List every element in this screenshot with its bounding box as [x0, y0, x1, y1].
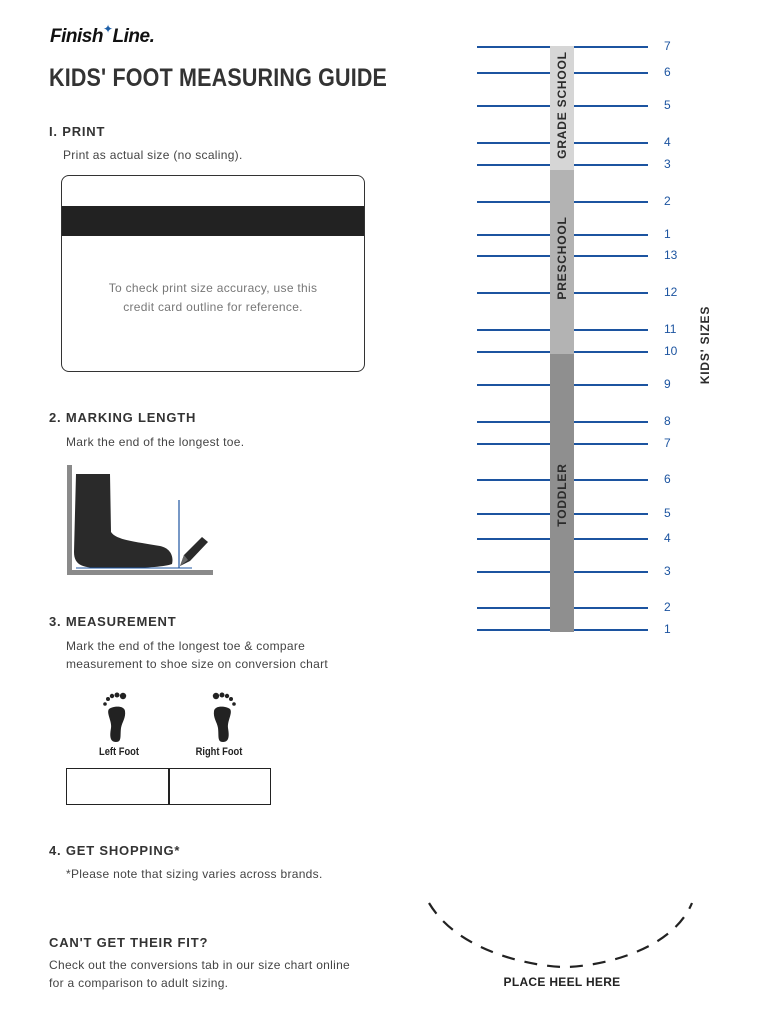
ruler-size-line [477, 201, 550, 203]
right-foot-label: Right Foot [195, 746, 243, 758]
ruler-size-line [574, 164, 648, 166]
ruler-size-line [477, 105, 550, 107]
card-magnetic-stripe [62, 206, 364, 236]
measurement-box-divider [168, 769, 170, 804]
step-marking-text: Mark the end of the longest toe. [66, 435, 245, 449]
ruler-size-line [574, 46, 648, 48]
ruler-size-line [574, 384, 648, 386]
ruler-size-label: 13 [664, 248, 678, 262]
logo-text-finish: Finish [50, 26, 103, 47]
fit-text [49, 956, 350, 992]
right-footprint-icon [205, 692, 239, 744]
ruler-size-line [477, 46, 550, 48]
ruler-size-label: 4 [664, 135, 671, 149]
left-footprint-icon [100, 692, 134, 744]
ruler-size-label: 2 [664, 600, 671, 614]
ruler-size-label: 7 [664, 39, 671, 53]
ruler-size-line [477, 421, 550, 423]
step-marking-heading: 2. MARKING LENGTH [49, 410, 197, 425]
ruler-size-line [477, 142, 550, 144]
ruler-size-line [574, 292, 648, 294]
ruler-size-line [574, 513, 648, 515]
step-print-text: Print as actual size (no scaling). [63, 148, 243, 162]
ruler-size-line [574, 443, 648, 445]
foot-marking-illustration [62, 462, 222, 580]
ruler-size-line [574, 607, 648, 609]
step-measurement-line1: Mark the end of the longest toe & compare [66, 639, 306, 653]
ruler-size-line [477, 538, 550, 540]
ruler-size-label: 5 [664, 506, 671, 520]
step-shopping-heading: 4. GET SHOPPING* [49, 843, 181, 858]
ruler-size-line [477, 479, 550, 481]
ruler-size-line [574, 329, 648, 331]
ruler-size-label: 3 [664, 564, 671, 578]
card-reference-text [82, 279, 344, 317]
credit-card-outline [61, 175, 365, 372]
logo-trademark: . [149, 26, 155, 47]
ruler-size-label: 1 [664, 622, 671, 636]
ruler-size-label: 6 [664, 472, 671, 486]
fit-text-line2: for a comparison to adult sizing. [49, 976, 229, 990]
ruler-size-label: 4 [664, 531, 671, 545]
ruler-size-line [574, 72, 648, 74]
ruler-size-line [574, 421, 648, 423]
step-measurement-heading: 3. MEASUREMENT [49, 614, 177, 629]
ruler-size-line [477, 255, 550, 257]
ruler-size-line [477, 513, 550, 515]
logo-star-icon: ✦ [102, 22, 113, 36]
ruler-size-label: 10 [664, 344, 678, 358]
ruler-size-line [477, 607, 550, 609]
ruler-size-label: 1 [664, 227, 671, 241]
ruler-size-line [477, 351, 550, 353]
place-heel-label: PLACE HEEL HERE [503, 975, 621, 989]
ruler-size-line [574, 234, 648, 236]
card-text-line2: credit card outline for reference. [123, 300, 303, 314]
ruler-size-line [477, 629, 550, 631]
ruler-size-line [477, 571, 550, 573]
ruler-size-label: 7 [664, 436, 671, 450]
step-print-heading: I. PRINT [49, 124, 106, 139]
ruler-size-line [477, 384, 550, 386]
ruler-size-line [574, 351, 648, 353]
ruler-size-line [477, 72, 550, 74]
fit-text-line1: Check out the conversions tab in our size chart online [49, 958, 351, 972]
ruler-size-line [574, 538, 648, 540]
page-title: KIDS' FOOT MEASURING GUIDE [49, 64, 388, 92]
ruler-size-line [574, 105, 648, 107]
ruler-size-label: 8 [664, 414, 671, 428]
ruler-size-label: 2 [664, 194, 671, 208]
step-shopping-text: *Please note that sizing varies across brands. [66, 867, 323, 881]
ruler-size-line [574, 255, 648, 257]
ruler-size-label: 3 [664, 157, 671, 171]
ruler-size-label: 9 [664, 377, 671, 391]
ruler-band-label: PRESCHOOL [555, 216, 569, 300]
kids-sizes-axis-label: KIDS' SIZES [698, 305, 712, 385]
logo-text-line: Line [112, 26, 150, 47]
ruler-size-label: 6 [664, 65, 671, 79]
left-foot-label: Left Foot [98, 746, 139, 758]
ruler-size-line [477, 164, 550, 166]
ruler-size-label: 5 [664, 98, 671, 112]
step-measurement-line2: measurement to shoe size on conversion chart [66, 657, 328, 671]
ruler-size-label: 12 [664, 285, 678, 299]
ruler-band-label: TODDLER [555, 463, 569, 527]
foot-silhouette-icon [74, 474, 173, 568]
ruler-size-label: 11 [664, 322, 677, 336]
wall-icon [67, 465, 72, 575]
ruler-size-line [477, 234, 550, 236]
ruler-size-line [574, 629, 648, 631]
heel-guide-arc [420, 895, 705, 975]
ruler-size-line [574, 571, 648, 573]
ruler-size-line [477, 292, 550, 294]
card-text-line1: To check print size accuracy, use this [108, 281, 318, 295]
ruler-size-line [574, 201, 648, 203]
ruler-size-line [574, 479, 648, 481]
floor-icon [67, 570, 213, 575]
finish-line-logo[interactable] [50, 22, 155, 48]
ruler-size-line [574, 142, 648, 144]
fit-heading: CAN'T GET THEIR FIT? [49, 935, 209, 950]
step-measurement-text [66, 637, 328, 673]
ruler-band-label: GRADE SCHOOL [555, 51, 569, 159]
measurement-record-box [66, 768, 271, 805]
pencil-icon [180, 537, 208, 566]
ruler-size-line [477, 329, 550, 331]
ruler-size-line [477, 443, 550, 445]
